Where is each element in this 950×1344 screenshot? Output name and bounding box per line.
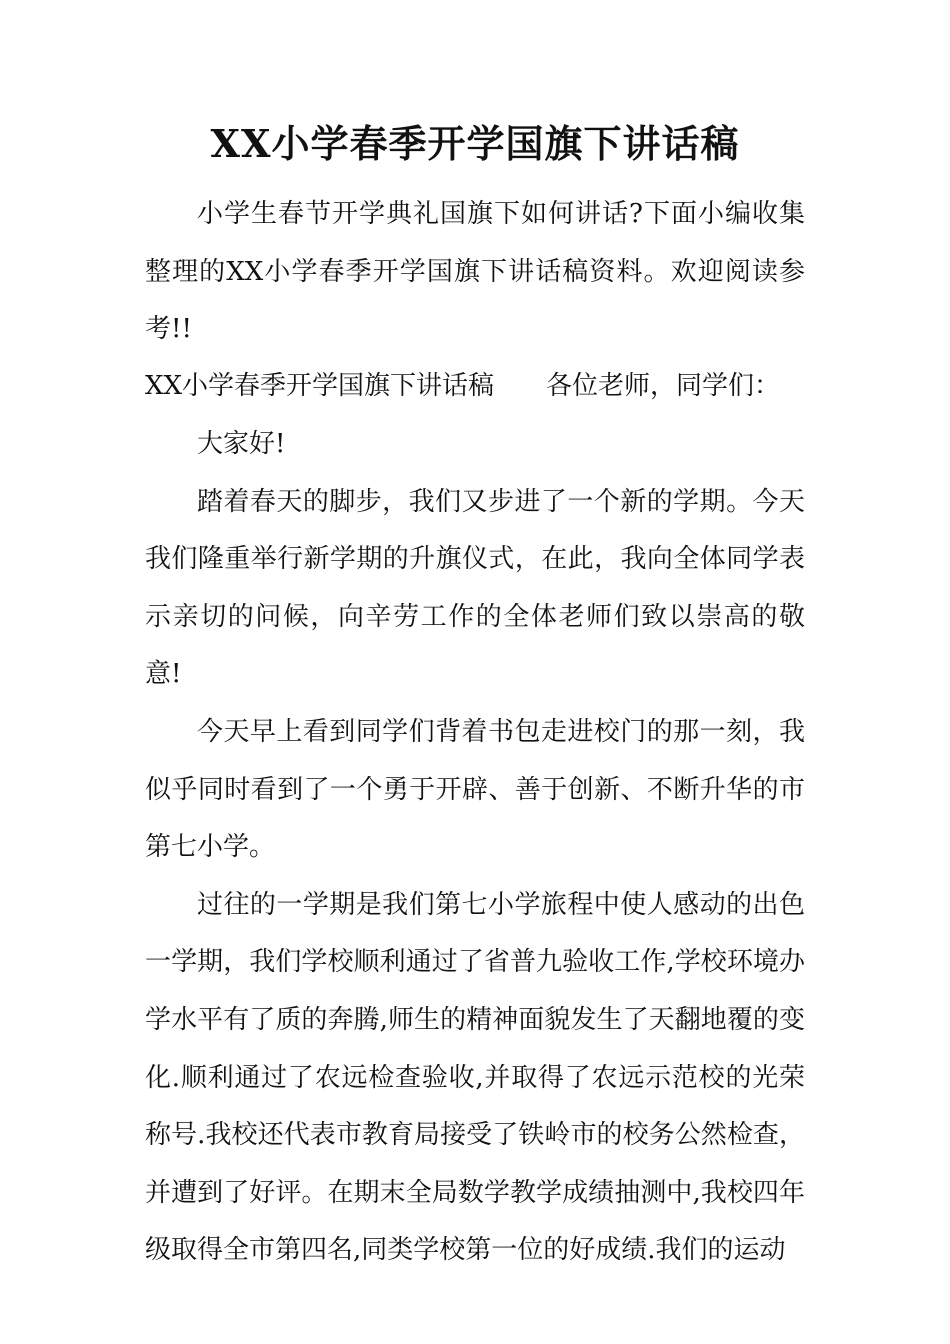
speech-paragraph-greeting: 大家好! <box>197 429 286 459</box>
speech-paragraph-morning: 今天早上看到同学们背着书包走进校门的那一刻，我似乎同时看到了一个勇于开辟、善于创新、不断升华的市第七小学。 <box>145 716 805 863</box>
speech-heading <box>145 358 805 416</box>
speech-paragraph-spring: 踏着春天的脚步，我们又步进了一个新的学期。今天我们隆重举行新学期的升旗仪式，在此，我向全体同学表示亲切的问候，向辛劳工作的全体老师们致以崇高的敬意! <box>145 486 805 690</box>
speech-body <box>145 416 805 1280</box>
speech-paragraph-last-term: 过往的一学期是我们第七小学旅程中使人感动的出色一学期，我们学校顺利通过了省普九验收工作,学校环境办学水平有了质的奔腾,师生的精神面貌发生了天翻地覆的变化.顺利通过了农远检查验收,并取得了农远示范校的光荣称号.我校还代表市教育局接受了铁岭市的校务公然检查，并遭到了好评。在期末全局数学教学成绩抽测中,我校四年级取得全市第四名,同类学校第一位的好成绩.我们的运动 <box>145 889 805 1266</box>
speech-salutation: 各位老师，同学们： <box>546 371 781 401</box>
document-title: XX小学春季开学国旗下讲话稿 <box>210 121 740 166</box>
intro-paragraph: 小学生春节开学典礼国旗下如何讲话?下面小编收集整理的XX小学春季开学国旗下讲话稿资料。欢迎阅读参考!! <box>145 199 805 345</box>
speech-heading-title: XX小学春季开学国旗下讲话稿 <box>145 371 495 401</box>
